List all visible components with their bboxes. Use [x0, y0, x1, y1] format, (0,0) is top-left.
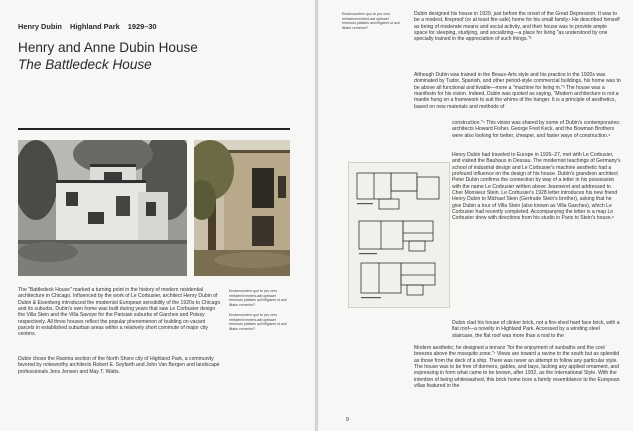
page-title: Henry and Anne Dubin House — [18, 40, 198, 55]
title-divider — [18, 128, 290, 130]
years: 1929–30 — [127, 22, 157, 31]
left-page — [0, 0, 315, 431]
body-paragraph-1: The "Battledeck House" marked a turning point in the history of modern residential architecture in Chicago. Influenced by the work of Le Corbusier, architect Henry Dubin of Dubin & Eisenberg introduced the modernist European sensibility of the 1920s to Chicago and its suburbs. Dubin's own home was built during years that saw Le Corbusier design the Villa Stein and the Villa Savoye for the Parisian suburbs of Garches and Poissy respectively. All three houses reflect the popular phenomenon of building on vacant parcels in established suburban areas within a relatively short commute of major city centers. — [18, 287, 221, 338]
location-name: Highland Park — [70, 22, 120, 31]
author-name: Henry Dubin — [18, 22, 62, 31]
page-subtitle: The Battledeck House — [18, 57, 152, 72]
top-margin-note: Enutecsuntem quo te pro vero reritatem/ventre/Laat optisaef ennesdu platistio acit ifligaem ut acti illiatur remertur? — [342, 12, 400, 30]
body-paragraph-4: Dubin clad his house of clinker brick, not a fire-shed hard face brick, with a flat roof—a novelty in Highland Park. Accessed by a winding steel staircase, the flat roof was more than a nod to the — [452, 320, 620, 339]
page-number: 9 — [346, 417, 349, 423]
body-paragraph-2: Although Dubin was trained in the Beaux-Arts style and his practice in the 1920s was dominated by Tudor, Spanish, and other period-style commercial buildings, his home was to be above all functional and livable—more a "machine for living in."³ The house was a manifesto for his vision. Indeed, Dubin was quoted as saying, "Modern architecture is not a mantle hung on a framework to suit the whims of the hanger. It is a principle of aesthetics, based on new materials and methods of — [414, 72, 621, 110]
side-note: Enutecsuntem quo te pro vero reritatem/ventre/Laat optisaef ennesdu platistio acit ifligaem ut acti illiatur remertur? — [229, 289, 287, 307]
floor-plan-drawing — [348, 162, 450, 308]
body-paragraph-1: Dubin designed his house in 1929, just before the onset of the Great Depression. It was to be a modest, fireproof (or at least fire-safe) home for his small family.¹ He described himself as being of moderate means and social activity, and their house was to provide ample space for sleeping, studying, and socializing—a place for living "as understood by one specially trained in the appreciation of such things."³ — [414, 11, 620, 43]
house-photo-bw — [18, 140, 187, 276]
body-paragraph-2: Dubin chose the Ravinia section of the North Shore city of Highland Park, a community favored by noteworthy architects Robert E. Seyfarth and John Van Bergen and landscape professionals Jens Jensen and May T. Watts. — [18, 356, 220, 375]
body-paragraph-3: Henry Dubin had traveled to Europe in 1926–27, met with Le Corbusier, and visited the Bauhaus in Dessau. The modernist teachings of Germany's school of industrial design and Le Corbusier's machine aesthetic had a profound influence on the design of his house. Dubin's grandson architect Peter Dubin confirms the connection by way of a letter in his possession with the name Le Corbusier written above Jeanneret and addressed to Cher Monsieur Stein. Le Corbusier's 1928 letter introduces his new friend Henry Dubin to Michael Stein (Gertrude Stein's brother), asking that he give Dubin a tour of Villa Stein (also known as Villa Garches), which Le Corbusier had recently completed. Accompanying the letter is a map Le Corbusier drew with directions from his studio in Paris to Stein's house.⁶ — [452, 152, 621, 222]
house-photo-color — [194, 140, 290, 276]
side-note-repeat: Enutecsuntem quo te pro vero reritatem/ventre/Laat optisaef ennesdu platistio acit ifligaem ut acti illiatur remertur? — [229, 313, 287, 331]
body-paragraph-4-continued: Modern aesthetic; he designed a terrace "for the enjoyment of sunbaths and the cool breezes above the mosquito zone."⁷ Views are toward a ravine to the south but as splendid as those from the deck of a ship. There was never an attempt to follow any particular style. The house was to be free of dormers, gables, and bays, lacking any applied ornament, and expressing in form what came to be known, after 1932, as the International Style. With the intention of being whitewashed, this brick home bore a family resemblance to the European villas featured in the — [414, 345, 620, 390]
header-meta — [18, 22, 163, 31]
body-paragraph-2-continued: construction."⁴ This vision was shared by some of Dubin's contemporaries: architects Howard Fisher, George Fred Keck, and the Bowman Brothers were also looking for better, cheaper, and faster ways of construction.⁵ — [452, 120, 621, 139]
